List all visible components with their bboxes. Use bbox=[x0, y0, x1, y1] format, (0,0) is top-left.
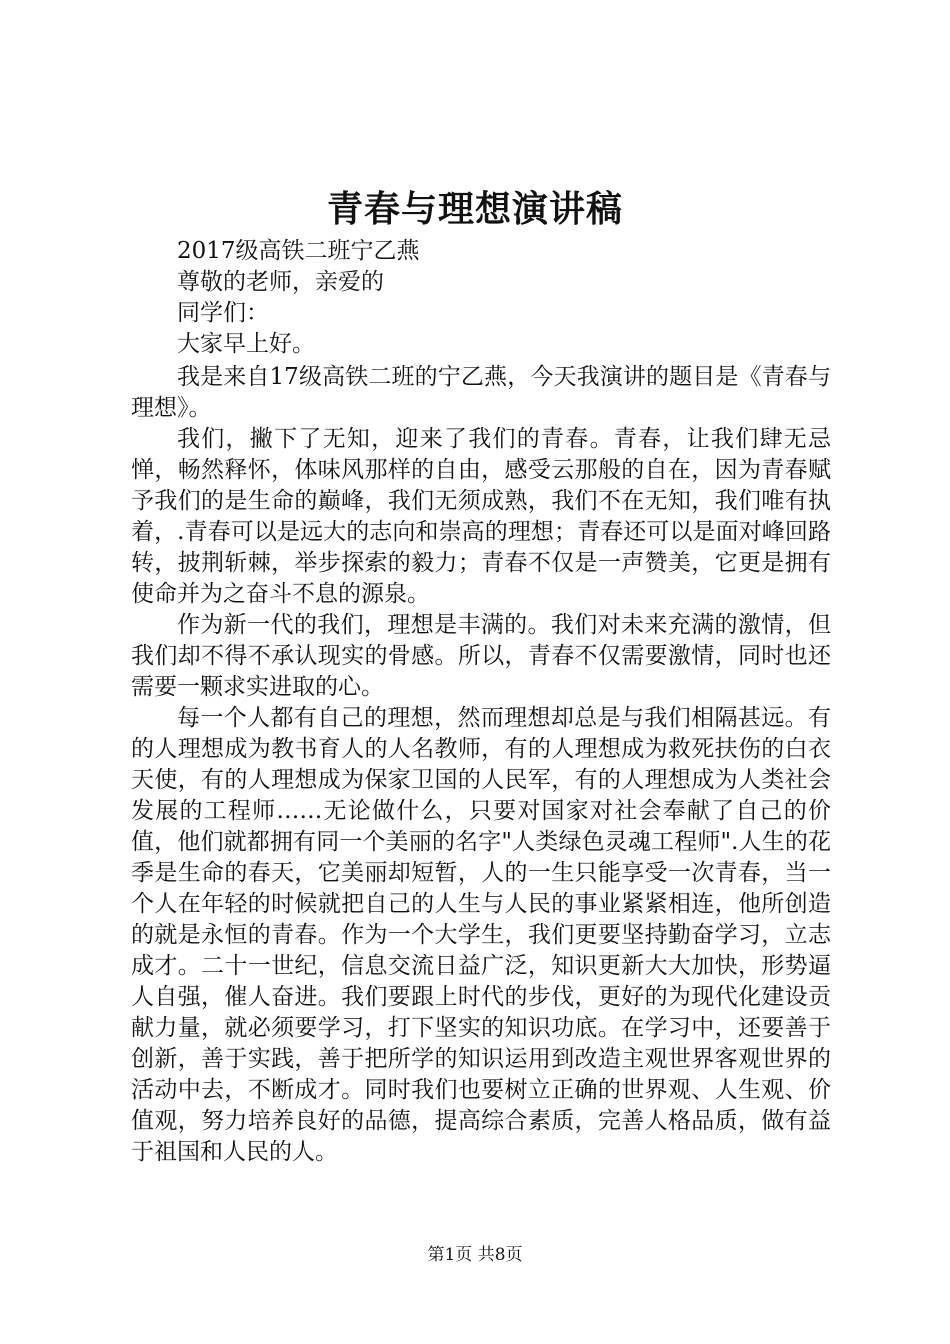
author-line: 2017级高铁二班宁乙燕 bbox=[177, 238, 420, 264]
document-body bbox=[131, 236, 831, 1168]
body-paragraph: 我们，撇下了无知，迎来了我们的青春。青春，让我们肆无忌惮，畅然释怀，体味风那样的自由，感受云那般的自在，因为青春赋予我们的是生命的巅峰，我们无须成熟，我们不在无知，我们唯有执着，.青春可以是远大的志向和崇高的理想；青春还可以是面对峰回路转，披荆斩棘，举步探索的毅力；青春不仅是一声赞美，它更是拥有使命并为之奋斗不息的源泉。 bbox=[131, 426, 831, 607]
page-number-footer: 第1页 共8页 bbox=[427, 1245, 523, 1265]
document-title: 青春与理想演讲稿 bbox=[326, 188, 623, 230]
body-paragraph: 我是来自17级高铁二班的宁乙燕，今天我演讲的题目是《青春与理想》。 bbox=[131, 364, 831, 421]
greeting-line: 大家早上好。 bbox=[177, 331, 315, 357]
body-paragraph: 作为新一代的我们，理想是丰满的。我们对未来充满的激情，但我们却不得不承认现实的骨感。所以，青春不仅需要激情，同时也还需要一颗求实进取的心。 bbox=[131, 612, 831, 700]
salutation-line: 尊敬的老师，亲爱的 bbox=[177, 269, 384, 295]
body-paragraph: 每一个人都有自己的理想，然而理想却总是与我们相隔甚远。有的人理想成为教书育人的人名教师，有的人理想成为救死扶伤的白衣天使，有的人理想成为保家卫国的人民军，有的人理想成为人类社会发展的工程师……无论做什么，只要对国家对社会奉献了自己的价值，他们就都拥有同一个美丽的名字"人类绿色灵魂工程师".人生的花季是生命的春天，它美丽却短暂，人的一生只能享受一次青春，当一个人在年轻的时候就把自己的人生与人民的事业紧紧相连，他所创造的就是永恒的青春。作为一个大学生，我们更要坚持勤奋学习，立志成才。二十一世纪，信息交流日益广泛，知识更新大大加快，形势逼人自强，催人奋进。我们要跟上时代的步伐，更好的为现代化建设贡献力量，就必须要学习，打下坚实的知识功底。在学习中，还要善于创新，善于实践，善于把所学的知识运用到改造主观世界客观世界的活动中去，不断成才。同时我们也要树立正确的世界观、人生观、价值观，努力培养良好的品德，提高综合素质，完善人格品质，做有益于祖国和人民的人。 bbox=[131, 705, 831, 1165]
salutation-line-2: 同学们： bbox=[177, 300, 269, 326]
